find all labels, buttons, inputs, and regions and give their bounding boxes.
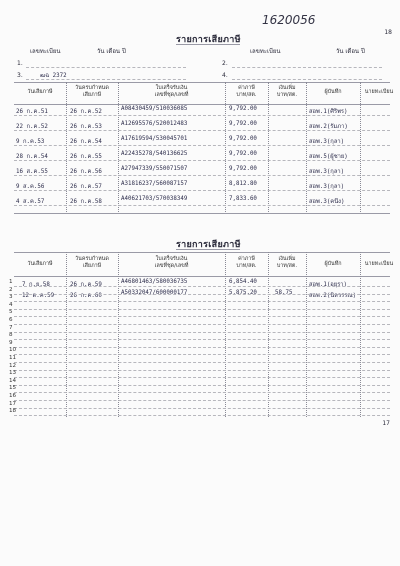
table2-top-rule — [14, 252, 390, 253]
cell-due: 26 ก.ค.53 — [70, 124, 102, 130]
cell-tax-date: 16 ส.ค.55 — [16, 169, 48, 175]
t1-header-due: วันครบกำหนด เสียภาษี — [75, 85, 109, 98]
row-number: 11 — [9, 355, 17, 361]
section1-title-underline — [176, 44, 240, 45]
cell-due: 26 ก.ค.59 — [70, 282, 102, 288]
cell-tax-date: 9 ก.ค.53 — [16, 139, 45, 145]
row-rule — [14, 301, 390, 302]
t1-col-sep-1 — [66, 82, 67, 212]
row-rule — [14, 130, 390, 131]
t1-header-tax: ค่าภาษี บาท/สต. — [236, 85, 257, 98]
table1-header-rule — [14, 104, 390, 105]
t1-col-sep-4 — [268, 82, 269, 212]
row-number: 13 — [9, 370, 17, 377]
row-rule — [14, 175, 390, 176]
cell-receipt: A31816237/560087157 — [121, 181, 188, 187]
footer-page-number: 17 — [382, 420, 390, 427]
t1-header-surcharge: เงินเพิ่ม บาท/สต. — [276, 85, 298, 98]
t2-header-tax-date: วันเสียภาษี — [27, 261, 53, 267]
row-number: 1 — [9, 279, 13, 285]
cell-receipt: A50332047/600000177 — [121, 290, 188, 297]
corner-page-number: 18 — [384, 29, 392, 36]
cell-receipt: A27947339/550071507 — [121, 166, 188, 172]
reg-line-2: 2. — [222, 60, 228, 67]
cell-recorder: สอพ.1(อยุรา) — [309, 282, 348, 288]
row-rule — [14, 339, 390, 340]
cell-surcharge: 58.75 — [275, 290, 293, 297]
cell-recorder: สอพ.5(ผู้ชาย) — [309, 154, 348, 160]
row-number: 18 — [9, 408, 17, 415]
cell-receipt: A12695576/520012483 — [121, 121, 188, 127]
row-number: 8 — [9, 332, 13, 339]
cell-recorder: สอพ.3(กุลา) — [309, 184, 345, 190]
cell-recorder: สอพ.3(กุลา) — [309, 169, 345, 175]
cell-receipt: A40621703/570038349 — [121, 196, 188, 202]
cell-tax-date: 4 ส.ค.57 — [16, 199, 45, 205]
t1-col-sep-3 — [225, 82, 226, 212]
cell-due: 26 ก.ค.57 — [70, 184, 102, 190]
row-number: 2 — [9, 286, 13, 293]
row-rule — [14, 408, 390, 409]
row-rule — [14, 286, 390, 287]
cell-receipt: A22435278/540136625 — [121, 151, 188, 157]
date-label-right: วัน เดือน ปี — [336, 48, 365, 55]
t2-header-recorder: ผู้บันทึก — [324, 261, 342, 267]
cell-recorder: สอพ.3(คนึง) — [309, 199, 345, 205]
table1-bottom-rule — [14, 213, 390, 214]
row-number: 17 — [9, 400, 17, 407]
reg-label-right: เลขทะเบียน — [250, 48, 281, 55]
cell-tax: 9,792.00 — [229, 166, 257, 172]
row-number: 12 — [9, 362, 17, 369]
reg-line-4-rule — [232, 79, 382, 80]
cell-receipt: A08430459/510036085 — [121, 106, 188, 112]
cell-recorder: สอพ.3(กุลา) — [309, 139, 345, 145]
row-rule — [14, 415, 390, 416]
cell-due: 26 ก.ค.60 — [70, 293, 102, 300]
row-rule — [14, 309, 390, 310]
cell-tax: 9,792.00 — [229, 121, 257, 127]
row-rule — [14, 370, 390, 371]
t1-header-recorder: ผู้บันทึก — [324, 89, 342, 95]
cell-due: 26 ก.ค.58 — [70, 199, 102, 205]
row-rule — [14, 385, 390, 386]
reg-line-3: 3. — [17, 72, 23, 79]
section2-title-underline — [176, 249, 240, 250]
row-number: 15 — [9, 385, 17, 392]
t2-header-due: วันครบกำหนด เสียภาษี — [75, 256, 109, 269]
row-rule — [14, 362, 390, 363]
row-rule — [14, 347, 390, 348]
reg-label-left: เลขทะเบียน — [30, 48, 61, 55]
row-rule — [14, 145, 390, 146]
row-number: 7 — [9, 324, 13, 331]
cell-tax-date: 26 ก.ค.51 — [16, 109, 48, 115]
cell-tax: 7,833.60 — [229, 196, 257, 202]
plate-number: ฒฉ 2372 — [40, 73, 67, 79]
row-number: 3 — [9, 294, 13, 301]
row-rule — [14, 205, 390, 206]
cell-tax: 9,792.00 — [229, 136, 257, 142]
table2-header-rule — [14, 276, 390, 277]
cell-tax: 9,792.00 — [229, 106, 257, 112]
cell-due: 26 ก.ค.56 — [70, 169, 102, 175]
reg-line-1: 1. — [17, 60, 23, 67]
cell-tax: 6,854.40 — [229, 279, 257, 285]
cell-tax: 5,875.20 — [229, 290, 257, 297]
row-number: 16 — [9, 393, 17, 399]
t1-col-sep-5 — [306, 82, 307, 212]
section2-title: รายการเสียภาษี — [176, 240, 241, 250]
row-rule — [14, 400, 390, 401]
row-rule — [14, 316, 390, 317]
row-number: 4 — [9, 301, 13, 308]
cell-tax-date: 9 ส.ค.56 — [16, 184, 45, 190]
cell-recorder: สอพ.1(ศิริพร) — [309, 109, 348, 115]
reg-line-3-rule — [26, 79, 186, 80]
cell-recorder: สอพ.2(นิลวรรณ) — [309, 293, 357, 300]
row-number: 5 — [9, 309, 13, 316]
cell-tax: 8,812.80 — [229, 181, 257, 187]
reg-line-2-rule — [232, 67, 382, 68]
cell-due: 26 ก.ค.55 — [70, 154, 102, 160]
row-rule — [14, 160, 390, 161]
t2-header-registrar: นายทะเบียน — [364, 261, 394, 267]
cell-due: 26 ก.ค.52 — [70, 109, 102, 115]
row-rule — [14, 354, 390, 355]
t2-header-surcharge: เงินเพิ่ม บาท/สต. — [276, 256, 298, 269]
cell-tax-date: 22 ก.ค.52 — [16, 124, 48, 130]
t1-header-receipt: ใบเสร็จรับเงิน เลขที่ชุด/เลขที่ — [154, 85, 189, 98]
cell-receipt: A46801463/580036735 — [121, 279, 188, 285]
row-rule — [14, 324, 390, 325]
row-rule — [14, 115, 390, 116]
cell-tax-date: 12 ต.ค.59 — [22, 293, 55, 300]
t1-col-sep-2 — [118, 82, 119, 212]
row-number: 9 — [9, 339, 13, 346]
cell-tax: 9,792.00 — [229, 151, 257, 157]
row-rule — [14, 190, 390, 191]
cell-tax-date: 28 ก.ค.54 — [16, 154, 48, 160]
cell-recorder: สอพ.2(รัมภา) — [309, 124, 348, 130]
table1-top-rule — [14, 82, 390, 83]
row-number: 6 — [9, 317, 13, 323]
t1-header-tax-date: วันเสียภาษี — [27, 89, 53, 95]
row-number: 14 — [9, 377, 17, 384]
row-rule — [14, 377, 390, 378]
t2-header-tax: ค่าภาษี บาท/สต. — [236, 256, 257, 269]
reg-line-1-rule — [26, 67, 186, 68]
section1-title: รายการเสียภาษี — [176, 35, 241, 45]
cell-tax-date: 7 ก.ย.58 — [22, 282, 50, 288]
row-rule — [14, 332, 390, 333]
t2-header-receipt: ใบเสร็จรับเงิน เลขที่ชุด/เลขที่ — [154, 256, 189, 269]
row-rule — [14, 392, 390, 393]
row-rule — [14, 294, 390, 295]
row-number: 10 — [9, 347, 17, 354]
handwritten-code: 1620056 — [262, 13, 316, 27]
cell-receipt: A17619594/530045701 — [121, 136, 188, 142]
date-label-left: วัน เดือน ปี — [97, 48, 126, 55]
t1-col-sep-6 — [360, 82, 361, 212]
cell-due: 26 ก.ค.54 — [70, 139, 102, 145]
t1-header-registrar: นายทะเบียน — [364, 89, 394, 95]
reg-line-4: 4. — [222, 72, 228, 79]
